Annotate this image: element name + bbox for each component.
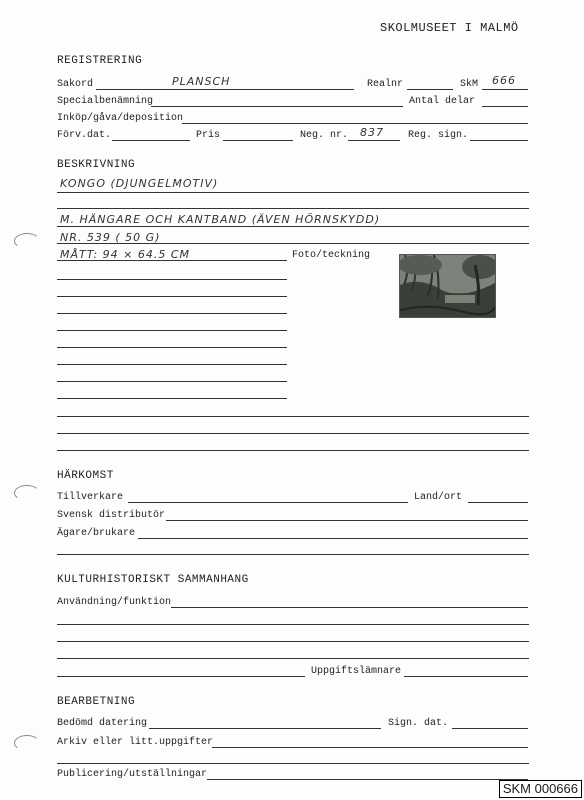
field-line-forv-dat — [112, 140, 190, 141]
field-line-pris — [223, 140, 293, 141]
field-line-svensk-distributor — [166, 520, 528, 521]
section-heading-bearbetning: BEARBETNING — [57, 696, 136, 708]
field-line-realnr — [407, 89, 453, 90]
field-line-anvandning — [171, 607, 528, 608]
label-antal-delar: Antal delar — [409, 96, 476, 107]
label-skm: SkM — [460, 79, 479, 90]
jungle-photo-thumbnail — [399, 254, 496, 318]
label-reg-sign: Reg. sign. — [408, 130, 469, 141]
field-line-tillverkare — [128, 502, 408, 503]
label-forv-dat: Förv.dat. — [57, 130, 112, 141]
kultur-rule — [57, 641, 529, 642]
description-rule — [57, 279, 287, 280]
label-specialbenamning: Specialbenämning — [57, 96, 154, 107]
bearbetning-rule — [57, 763, 529, 764]
field-line-sign-dat — [452, 728, 528, 729]
label-sign-dat: Sign. dat. — [388, 718, 449, 729]
label-realnr: Realnr — [367, 79, 404, 90]
field-line-uppgiftslamnare — [404, 676, 528, 677]
punch-hole — [14, 735, 40, 751]
label-neg-nr: Neg. nr. — [300, 130, 349, 141]
description-rule — [57, 260, 287, 261]
value-skm: 666 — [492, 74, 516, 87]
description-rule — [57, 226, 529, 227]
label-bedomd-datering: Bedömd datering — [57, 718, 148, 729]
kultur-rule — [57, 624, 529, 625]
value-sakord: PLANSCH — [172, 75, 231, 88]
description-line-2: M. HÄNGARE OCH KANTBAND (ÄVEN HÖRNSKYDD) — [60, 213, 381, 226]
label-pris: Pris — [196, 130, 221, 141]
catalog-id-label: SKM 000666 — [499, 780, 582, 798]
description-rule — [57, 433, 529, 434]
label-uppgiftslamnare: Uppgiftslämnare — [311, 666, 402, 677]
description-line-3: NR. 539 ( 50 G) — [60, 231, 161, 244]
field-line-skm — [482, 89, 528, 90]
description-rule — [57, 398, 287, 399]
section-heading-kulturhistoriskt: KULTURHISTORISKT SAMMANHANG — [57, 574, 249, 586]
punch-hole — [14, 485, 40, 501]
field-line-antal-delar — [482, 106, 528, 107]
description-rule — [57, 450, 529, 451]
field-line-reg-sign — [470, 140, 528, 141]
kultur-rule — [57, 658, 529, 659]
description-rule — [57, 416, 529, 417]
value-neg-nr: 837 — [360, 126, 384, 139]
label-publicering: Publicering/utställningar — [57, 769, 208, 780]
label-sakord: Sakord — [57, 79, 94, 90]
description-rule — [57, 243, 529, 244]
description-rule — [57, 364, 287, 365]
field-line-land-ort — [468, 502, 528, 503]
field-line-neg-nr — [348, 140, 400, 141]
label-arkiv: Arkiv eller litt.uppgifter — [57, 737, 214, 748]
punch-hole — [14, 233, 40, 249]
section-heading-registrering: REGISTRERING — [57, 55, 143, 67]
label-land-ort: Land/ort — [414, 492, 463, 503]
description-rule — [57, 296, 287, 297]
label-anvandning: Användning/funktion — [57, 597, 172, 608]
label-agare-brukare: Ägare/brukare — [57, 528, 136, 539]
institution-name: SKOLMUSEET I MALMÖ — [380, 21, 519, 35]
description-rule — [57, 347, 287, 348]
description-rule — [57, 381, 287, 382]
field-line-inkop — [182, 123, 528, 124]
field-line-specialbenamning — [151, 106, 403, 107]
label-inkop: Inköp/gåva/deposition — [57, 113, 184, 124]
description-rule — [57, 330, 287, 331]
description-line-1: KONGO (DJUNGELMOTIV) — [60, 177, 219, 190]
description-rule — [57, 208, 529, 209]
harkomst-rule — [57, 554, 529, 555]
section-heading-harkomst: HÄRKOMST — [57, 470, 114, 482]
field-line-agare — [138, 538, 528, 539]
section-heading-beskrivning: BESKRIVNING — [57, 159, 136, 171]
field-line-sakord — [96, 89, 354, 90]
description-rule — [57, 313, 287, 314]
field-line-arkiv — [212, 747, 528, 748]
description-rule — [57, 192, 529, 193]
label-svensk-distributor: Svensk distributör — [57, 510, 166, 521]
field-line-publicering — [207, 779, 528, 780]
label-tillverkare: Tillverkare — [57, 492, 124, 503]
label-foto-teckning: Foto/teckning — [292, 250, 371, 261]
field-line-bedomd-datering — [149, 728, 381, 729]
description-line-4: MÅTT: 94 × 64.5 CM — [60, 248, 191, 261]
kultur-rule — [57, 676, 305, 677]
